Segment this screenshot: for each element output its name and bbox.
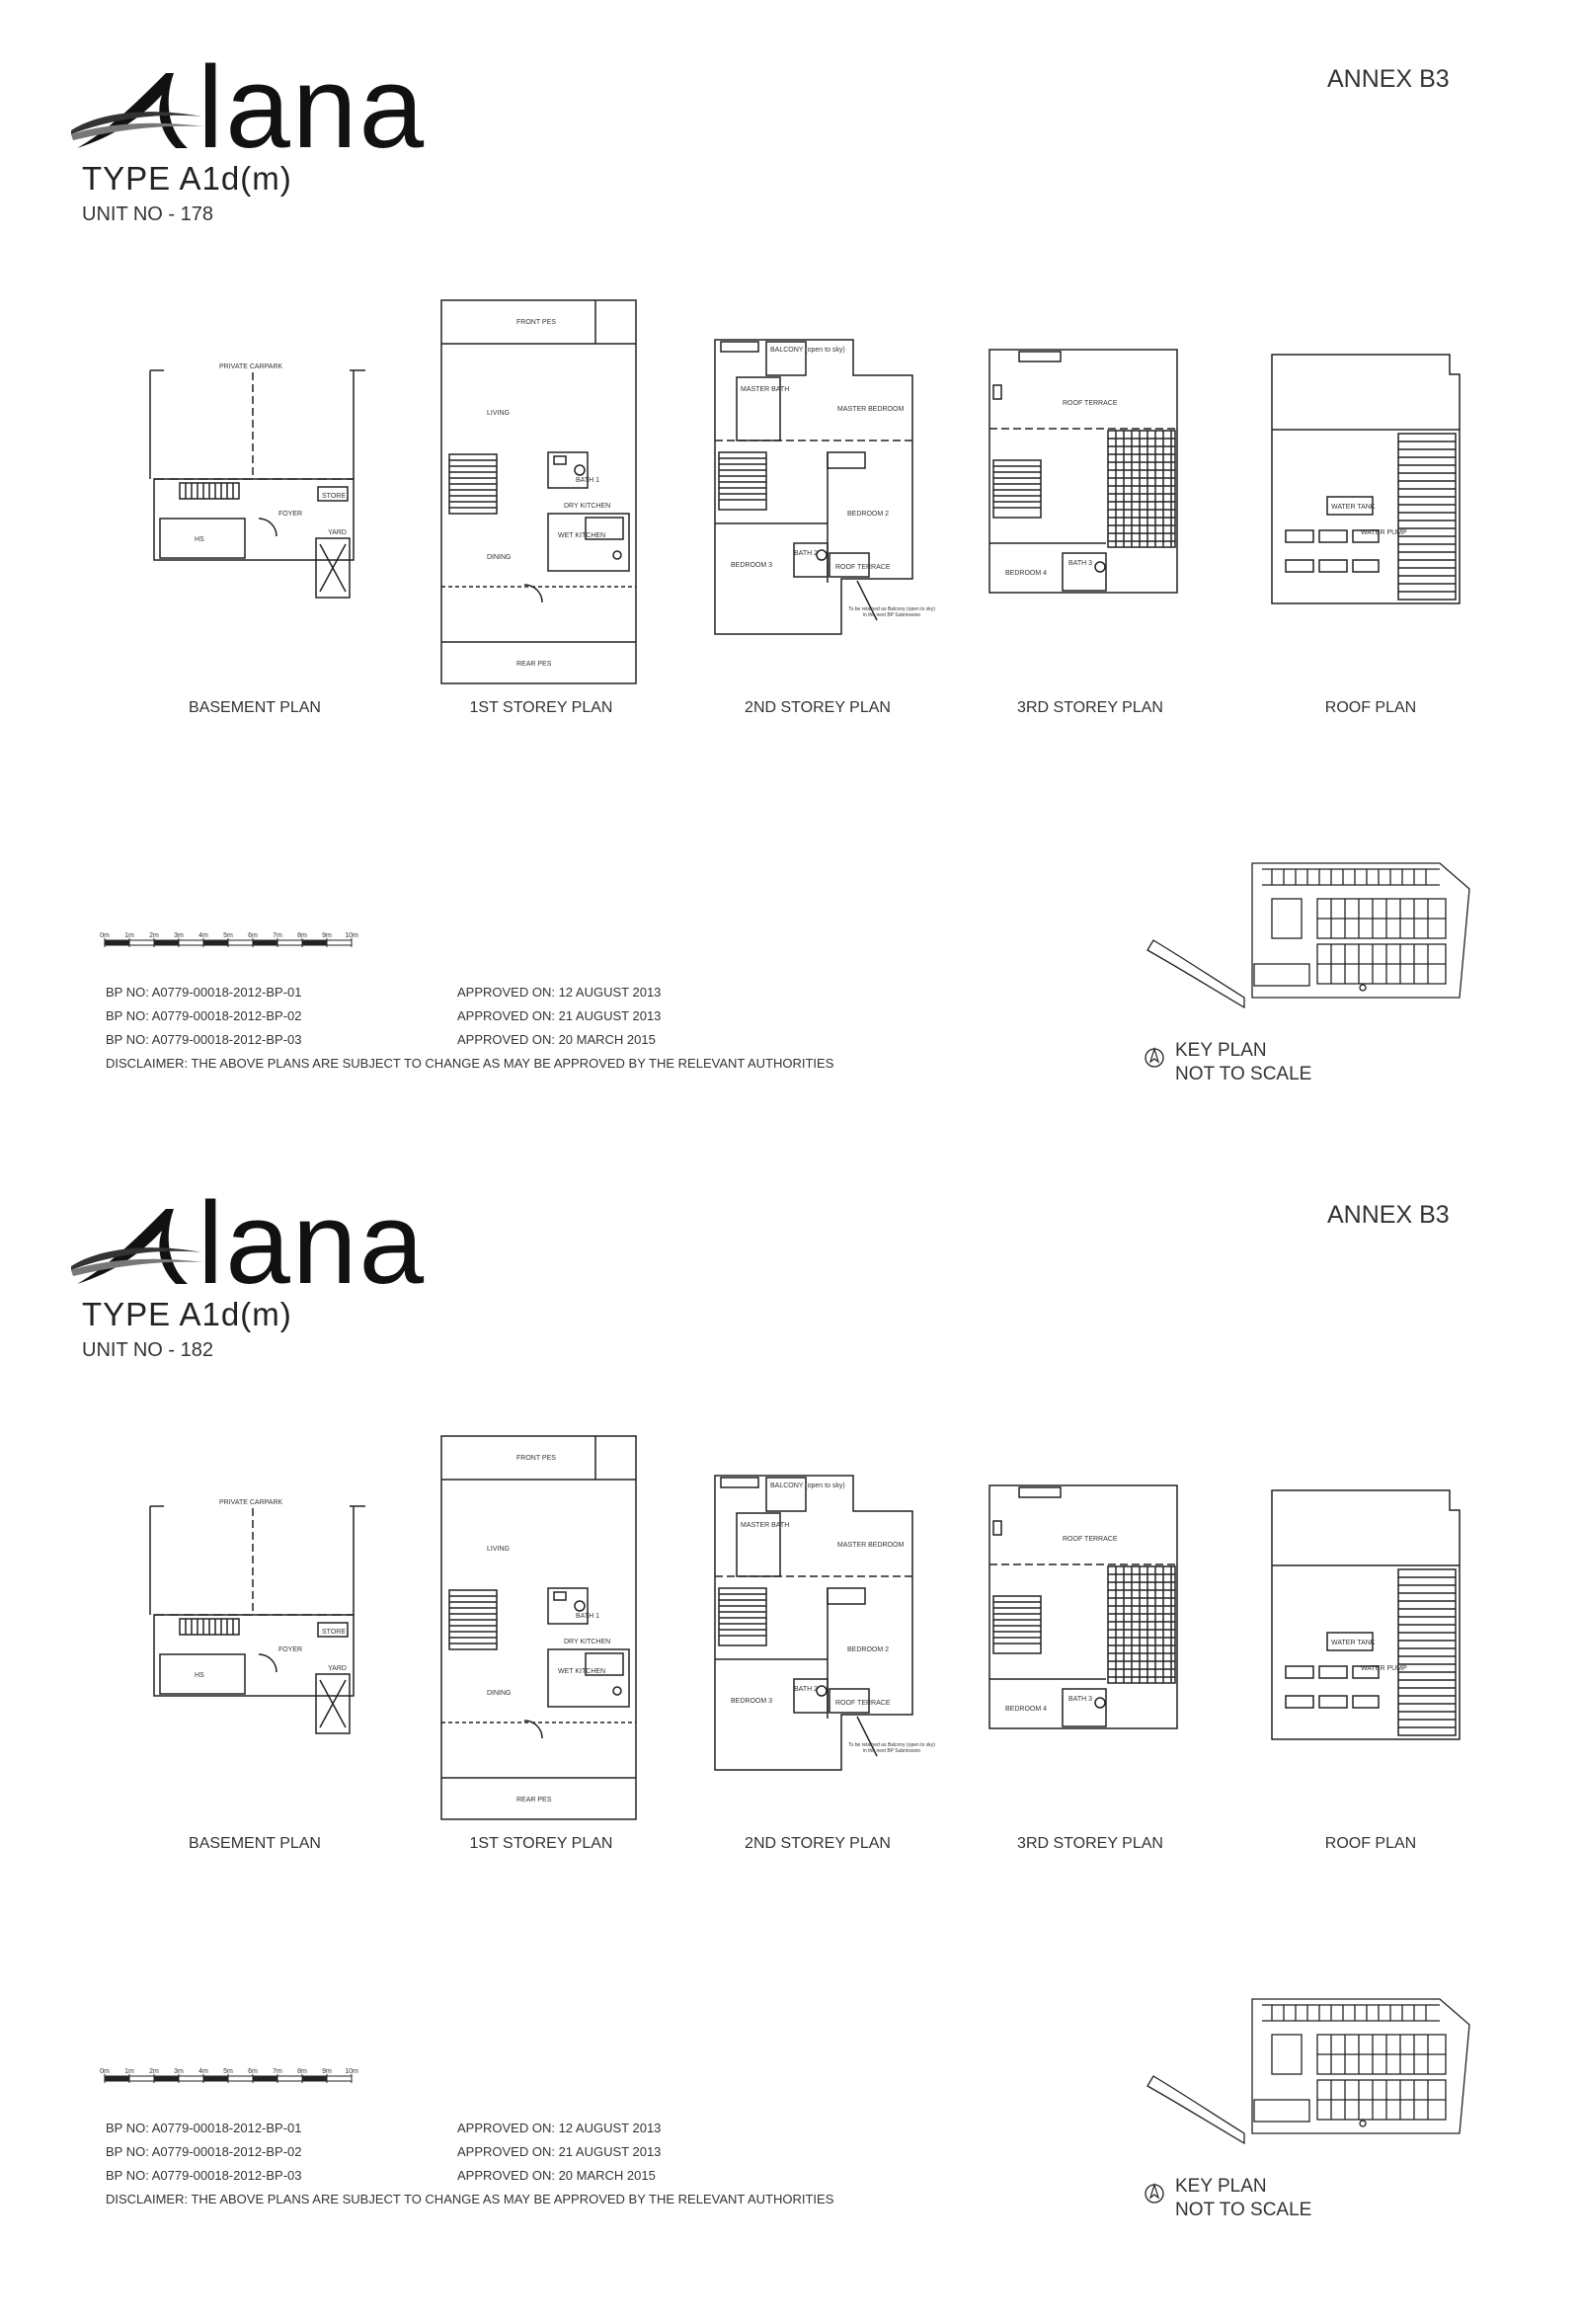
unit-number: UNIT NO - 182 [82, 1339, 213, 1361]
room-master-bath: MASTER BATH [741, 1522, 790, 1529]
plan-label-roof: ROOF PLAN [1324, 699, 1417, 716]
scale-tick-label: 5m [223, 2068, 233, 2075]
room-dry-kitchen: DRY KITCHEN [564, 503, 611, 510]
floorplan-sheet-unit-182 [0, 1136, 1580, 2272]
room-foyer: FOYER [278, 1646, 303, 1653]
approved-date-2: APPROVED ON: 21 AUGUST 2013 [457, 1008, 662, 1023]
scale-tick-labels [100, 2068, 358, 2075]
scale-tick-label: 0m [100, 932, 110, 939]
plan-label-roof: ROOF PLAN [1324, 1835, 1417, 1852]
room-front-pes: FRONT PES [516, 1455, 556, 1462]
scale-tick-label: 10m [345, 932, 358, 939]
scale-segment [203, 2076, 228, 2081]
room-master-bath: MASTER BATH [741, 386, 790, 393]
room-hs: HS [195, 536, 204, 543]
unit-type-title: TYPE A1d(m) [82, 1296, 292, 1332]
room-water-tank: WATER TANK [1331, 504, 1376, 511]
balcony-note: To be retained as Balcony (open to sky) in the next BP Submission [848, 606, 935, 618]
room-bath-3: BATH 3 [1068, 1696, 1092, 1703]
key-plan-title: KEY PLAN [1175, 1040, 1267, 1061]
key-plan-drawing [1144, 1985, 1489, 2178]
roof-plan [1266, 1486, 1473, 1773]
bp-number-1: BP NO: A0779-00018-2012-BP-01 [106, 985, 302, 1000]
scale-tick-label: 2m [149, 932, 159, 939]
room-master-bedroom: MASTER BEDROOM [837, 1542, 905, 1549]
key-plan-label [1175, 2175, 1311, 2222]
scale-tick-label: 0m [100, 2068, 110, 2075]
bp-number-2: BP NO: A0779-00018-2012-BP-02 [106, 1008, 302, 1023]
scale-segment [253, 2076, 277, 2081]
scale-tick-label: 6m [248, 2068, 258, 2075]
scale-tick-label: 9m [322, 2068, 332, 2075]
balcony-note: To be retained as Balcony (open to sky) in the next BP Submission [848, 1742, 935, 1754]
scale-tick-label: 2m [149, 2068, 159, 2075]
scale-tick-label: 6m [248, 932, 258, 939]
key-plan-label [1175, 1039, 1311, 1086]
plan-label-basement: BASEMENT PLAN [189, 1835, 321, 1852]
roof-plan [1266, 351, 1473, 637]
first-storey-plan [437, 1432, 640, 1822]
disclaimer: DISCLAIMER: THE ABOVE PLANS ARE SUBJECT TO CHANGE AS MAY BE APPROVED BY THE RELEVANT AUTHORITIES [106, 2192, 834, 2206]
room-roof-terrace: ROOF TERRACE [835, 1700, 891, 1707]
room-bedroom-4: BEDROOM 4 [1005, 1706, 1048, 1713]
scale-segment [105, 2076, 129, 2081]
brand-name: lana [198, 42, 427, 173]
room-balcony: BALCONY (open to sky) [770, 1483, 845, 1489]
room-hs: HS [195, 1672, 204, 1679]
scale-segment [154, 2076, 179, 2081]
unit-number: UNIT NO - 178 [82, 203, 213, 225]
room-private-carpark: PRIVATE CARPARK [219, 363, 283, 370]
scale-segment [302, 2076, 327, 2081]
room-store: STORE [322, 1629, 346, 1636]
north-arrow-icon [1144, 2183, 1165, 2204]
plan-label-1st-storey: 1ST STOREY PLAN [469, 699, 613, 716]
bp-number-1: BP NO: A0779-00018-2012-BP-01 [106, 2121, 302, 2135]
second-storey-plan [709, 336, 936, 642]
not-to-scale-note: NOT TO SCALE [1175, 1064, 1312, 1084]
basement-plan [140, 1486, 367, 1743]
room-bedroom-2: BEDROOM 2 [847, 1646, 890, 1653]
alana-logo [69, 42, 523, 173]
room-bedroom-2: BEDROOM 2 [847, 511, 890, 518]
room-water-tank: WATER TANK [1331, 1640, 1376, 1646]
scale-tick-label: 9m [322, 932, 332, 939]
bp-number-3: BP NO: A0779-00018-2012-BP-03 [106, 2168, 302, 2183]
third-storey-plan [984, 1482, 1186, 1773]
scale-tick-labels [100, 932, 358, 939]
disclaimer: DISCLAIMER: THE ABOVE PLANS ARE SUBJECT TO CHANGE AS MAY BE APPROVED BY THE RELEVANT AUTHORITIES [106, 1056, 834, 1071]
scale-tick-label: 1m [124, 932, 134, 939]
approved-date-2: APPROVED ON: 21 AUGUST 2013 [457, 2144, 662, 2159]
brand-name: lana [198, 1178, 427, 1309]
scale-tick-label: 7m [273, 932, 282, 939]
room-wet-kitchen: WET KITCHEN [558, 532, 606, 539]
approved-date-3: APPROVED ON: 20 MARCH 2015 [457, 1032, 656, 1047]
room-water-pump: WATER PUMP [1361, 529, 1407, 536]
scale-segment [154, 940, 179, 945]
room-rear-pes: REAR PES [516, 661, 552, 668]
room-bedroom-3: BEDROOM 3 [731, 1698, 773, 1705]
key-plan-drawing [1144, 849, 1489, 1042]
room-balcony: BALCONY (open to sky) [770, 347, 845, 354]
scale-bar [99, 2064, 365, 2099]
first-storey-plan [437, 296, 640, 686]
room-dining: DINING [487, 554, 512, 561]
plan-label-2nd-storey: 2ND STOREY PLAN [745, 1835, 891, 1852]
plan-label-1st-storey: 1ST STOREY PLAN [469, 1835, 613, 1852]
room-foyer: FOYER [278, 511, 303, 518]
north-arrow-icon [1144, 1047, 1165, 1069]
scale-bar [99, 928, 365, 963]
scale-tick-label: 5m [223, 932, 233, 939]
room-rear-pes: REAR PES [516, 1797, 552, 1803]
plan-label-2nd-storey: 2ND STOREY PLAN [745, 699, 891, 716]
scale-tick-label: 8m [297, 2068, 307, 2075]
room-roof-terrace: ROOF TERRACE [835, 564, 891, 571]
not-to-scale-note: NOT TO SCALE [1175, 2200, 1312, 2220]
room-living: LIVING [487, 410, 510, 417]
scale-segment [105, 940, 129, 945]
scale-tick-label: 4m [198, 2068, 208, 2075]
scale-tick-label: 3m [174, 2068, 184, 2075]
room-bedroom-3: BEDROOM 3 [731, 562, 773, 569]
floorplan-sheet-unit-178 [0, 0, 1580, 1136]
third-storey-plan [984, 346, 1186, 637]
scale-tick-label: 1m [124, 2068, 134, 2075]
room-bath-2: BATH 2 [794, 550, 818, 557]
alana-logo [69, 1178, 523, 1309]
alana-logo-swoosh-icon [69, 61, 207, 160]
room-bath-3: BATH 3 [1068, 560, 1092, 567]
room-living: LIVING [487, 1546, 510, 1553]
room-yard: YARD [328, 1665, 347, 1672]
unit-type-title: TYPE A1d(m) [82, 160, 292, 197]
plan-label-3rd-storey: 3RD STOREY PLAN [1017, 699, 1163, 716]
scale-tick-label: 8m [297, 932, 307, 939]
second-storey-plan [709, 1472, 936, 1778]
approved-date-1: APPROVED ON: 12 AUGUST 2013 [457, 985, 662, 1000]
room-private-carpark: PRIVATE CARPARK [219, 1499, 283, 1506]
scale-segment [203, 940, 228, 945]
annex-label: ANNEX B3 [1327, 1201, 1450, 1229]
scale-tick-label: 3m [174, 932, 184, 939]
approved-date-3: APPROVED ON: 20 MARCH 2015 [457, 2168, 656, 2183]
room-bath-1: BATH 1 [576, 477, 599, 484]
annex-label: ANNEX B3 [1327, 65, 1450, 93]
room-roof-terrace-3rd: ROOF TERRACE [1063, 400, 1118, 407]
plan-label-basement: BASEMENT PLAN [189, 699, 321, 716]
bp-number-2: BP NO: A0779-00018-2012-BP-02 [106, 2144, 302, 2159]
room-dry-kitchen: DRY KITCHEN [564, 1639, 611, 1645]
room-yard: YARD [328, 529, 347, 536]
room-master-bedroom: MASTER BEDROOM [837, 406, 905, 413]
room-bedroom-4: BEDROOM 4 [1005, 570, 1048, 577]
scale-tick-label: 4m [198, 932, 208, 939]
room-store: STORE [322, 493, 346, 500]
scale-tick-label: 10m [345, 2068, 358, 2075]
room-bath-2: BATH 2 [794, 1686, 818, 1693]
scale-segment [302, 940, 327, 945]
room-dining: DINING [487, 1690, 512, 1697]
room-wet-kitchen: WET KITCHEN [558, 1668, 606, 1675]
room-bath-1: BATH 1 [576, 1613, 599, 1620]
plan-label-3rd-storey: 3RD STOREY PLAN [1017, 1835, 1163, 1852]
scale-segment [253, 940, 277, 945]
basement-plan [140, 351, 367, 607]
approved-date-1: APPROVED ON: 12 AUGUST 2013 [457, 2121, 662, 2135]
room-water-pump: WATER PUMP [1361, 1665, 1407, 1672]
room-roof-terrace-3rd: ROOF TERRACE [1063, 1536, 1118, 1543]
key-plan-title: KEY PLAN [1175, 2176, 1267, 2197]
bp-number-3: BP NO: A0779-00018-2012-BP-03 [106, 1032, 302, 1047]
room-front-pes: FRONT PES [516, 319, 556, 326]
alana-logo-swoosh-icon [69, 1197, 207, 1296]
scale-tick-label: 7m [273, 2068, 282, 2075]
